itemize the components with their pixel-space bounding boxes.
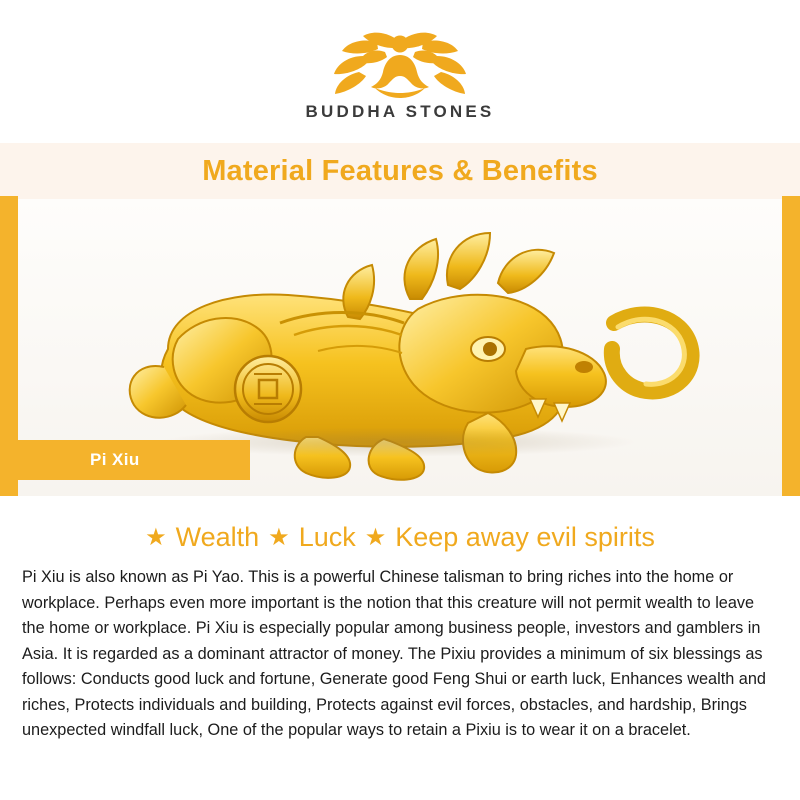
right-gold-bar [782,196,800,496]
lotus-meditation-icon [315,22,485,100]
benefit-evil-spirits: Keep away evil spirits [395,522,655,552]
left-gold-bar [0,196,18,496]
brand-name: BUDDHA STONES [305,102,495,121]
star-icon: ★ [364,523,387,551]
photo-caption-tab [18,440,250,480]
star-icon: ★ [268,523,290,551]
photo-caption-label: Pi Xiu [90,450,140,469]
title-band [0,143,800,199]
star-icon: ★ [145,523,167,551]
benefit-wealth: Wealth [175,522,260,552]
description-paragraph: Pi Xiu is also known as Pi Yao. This is a powerful Chinese talisman to bring riches into the home or workplace. Perhaps even more important is the notion that this creature will not permit wealth to leave the home or workplace. Pi Xiu is especially popular among business people, investors and gamblers in Asia. It is regarded as a dominant attractor of money. The Pixiu provides a minimum of six blessings as follows: Conducts good luck and fortune, Generate good Feng Shui or earth luck, Enhances wealth and riches, Protects individuals and building, Protects against evil forces, obstacles, and hardship, Brings unexpected windfall luck, One of the popular ways to retain a Pixiu is to wear it on a bracelet. [22,568,766,739]
page-title: Material Features & Benefits [202,154,598,187]
content-section [0,500,800,800]
page-header [0,0,800,143]
benefits-headline [22,522,778,553]
benefit-luck: Luck [298,522,356,552]
